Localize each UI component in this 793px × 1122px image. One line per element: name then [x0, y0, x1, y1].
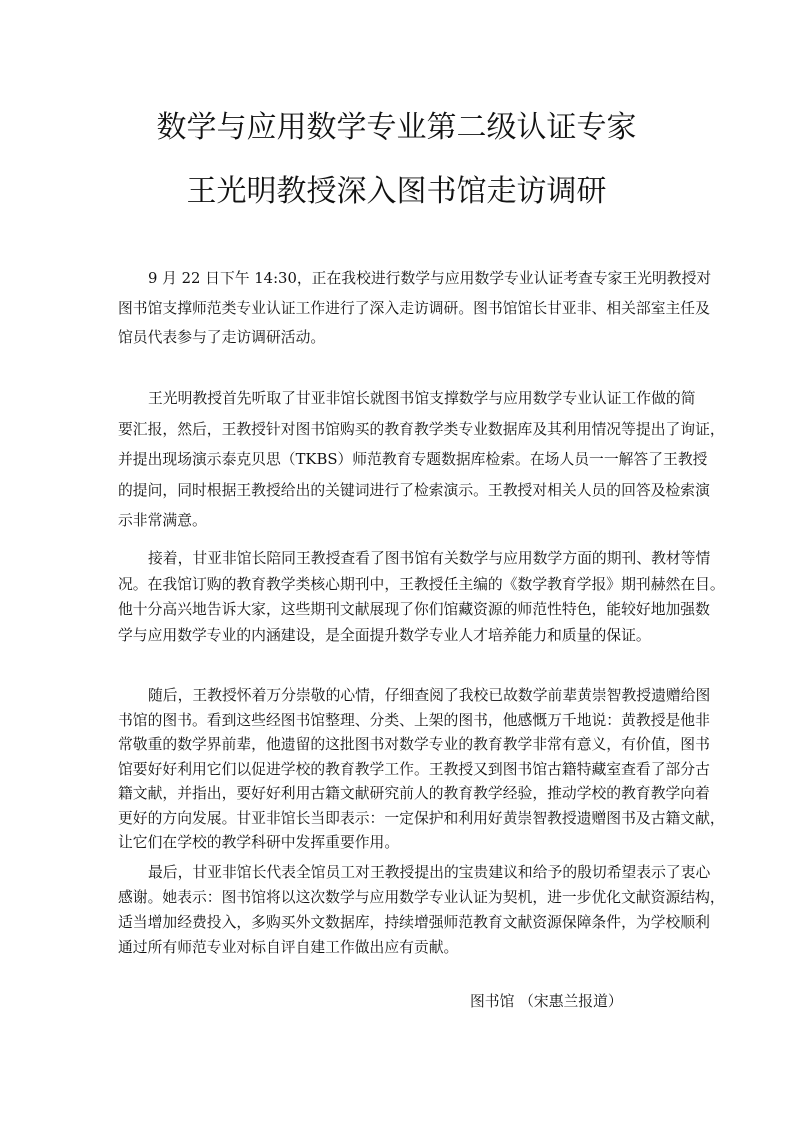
paragraph-line: 示非常满意。 — [118, 512, 207, 529]
paragraph-line: 适当增加经费投入，多购买外文数据库，持续增强师范教育文献资源保障条件，为学校顺利 — [118, 914, 710, 931]
paragraph-line: 他十分高兴地告诉大家，这些期刊文献展现了你们馆藏资源的师范性特色，能较好地加强数 — [118, 601, 710, 618]
paragraph-line: 感谢。她表示：图书馆将以这次数学与应用数学专业认证为契机，进一步优化文献资源结构， — [118, 889, 725, 906]
paragraph-line: 籍文献，并指出，要好好利用古籍文献研究前人的教育教学经验，推动学校的教育教学向着 — [118, 785, 710, 802]
paragraph-line: 并提出现场演示泰克贝思（TKBS）师范教育专题数据库检索。在场人员一一解答了王教授 — [118, 451, 708, 468]
paragraph-line: 王光明教授首先听取了甘亚非馆长就图书馆支撑数学与应用数学专业认证工作做的简 — [148, 390, 696, 407]
paragraph-line: 馆员代表参与了走访调研活动。 — [118, 329, 326, 346]
paragraph-line: 随后，王教授怀着万分崇敬的心情，仔细查阅了我校已故数学前辈黄崇智教授遗赠给图 — [148, 687, 711, 704]
paragraph-line: 要汇报，然后，王教授针对图书馆购买的教育教学类专业数据库及其利用情况等提出了询证， — [118, 420, 725, 438]
paragraph-line: 书馆的图书。看到这些经图书馆整理、分类、上架的图书，他感慨万千地说：黄教授是他非 — [118, 711, 710, 729]
paragraph-line: 的提问，同时根据王教授给出的关键词进行了检索演示。王教授对相关人员的回答及检索演 — [118, 481, 710, 499]
paragraph-line: 让它们在学校的教学科研中发挥重要作用。 — [118, 834, 400, 851]
paragraph-line: 图书馆支撑师范类专业认证工作进行了深入走访调研。图书馆馆长甘亚非、相关部室主任及 — [118, 299, 710, 317]
paragraph-line: 最后，甘亚非馆长代表全馆员工对王教授提出的宝贵建议和给予的殷切希望表示了衷心 — [148, 864, 711, 881]
paragraph-line: 接着，甘亚非馆长陪同王教授查看了图书馆有关数学与应用数学方面的期刊、教材等情 — [148, 550, 711, 567]
paragraph-line: 况。在我馆订购的教育教学类核心期刊中，王教授任主编的《数学教育学报》期刊赫然在目。 — [118, 575, 725, 593]
signature: 图书馆 （宋惠兰报道） — [470, 993, 623, 1010]
paragraph-line: 通过所有师范专业对标自评自建工作做出应有贡献。 — [118, 939, 459, 956]
title-line-1: 数学与应用数学专业第二级认证专家 — [156, 110, 637, 145]
paragraph-line: 9 月 22 日下午 14:30，正在我校进行数学与应用数学专业认证考查专家王光明教授对 — [148, 270, 712, 287]
paragraph-line: 更好的方向发展。甘亚非馆长当即表示：一定保护和利用好黄崇智教授遗赠图书及古籍文献， — [118, 809, 725, 827]
title-line-2: 王光明教授深入图书馆走访调研 — [186, 174, 607, 209]
paragraph-line: 学与应用数学专业的内涵建设，是全面提升数学专业人才培养能力和质量的保证。 — [118, 626, 651, 644]
paragraph-line: 馆要好好利用它们以促进学校的教育教学工作。王教授又到图书馆古籍特藏室查看了部分古 — [118, 760, 710, 778]
paragraph-line: 常敬重的数学界前辈，他遗留的这批图书对数学专业的教育教学非常有意义，有价值，图书 — [118, 736, 710, 753]
